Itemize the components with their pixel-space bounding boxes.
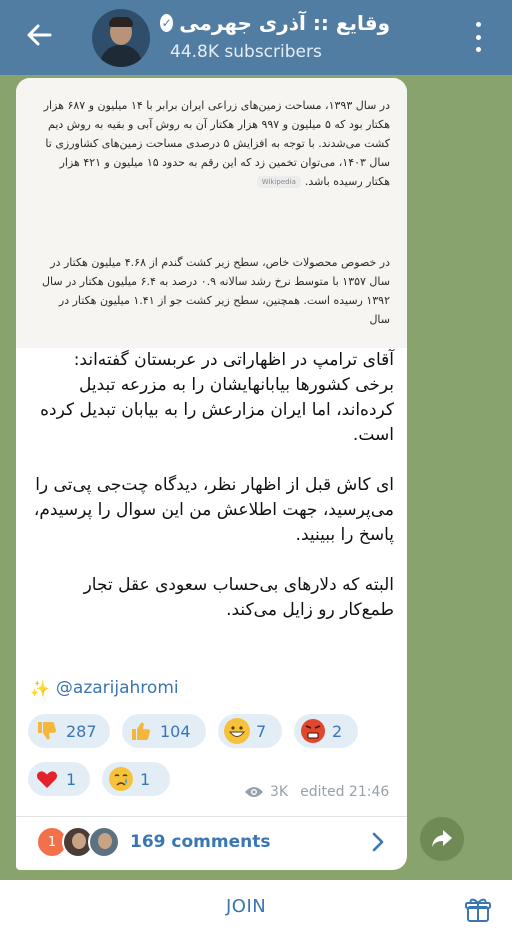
comments-button[interactable]	[16, 818, 407, 870]
reaction-count: 1	[140, 769, 151, 789]
image-paragraph-1	[38, 96, 390, 191]
wikipedia-chip: Wikipedia	[257, 176, 301, 188]
thumbs-up-icon	[128, 718, 154, 744]
reaction-count: 287	[66, 721, 97, 741]
commenter-avatar	[88, 826, 120, 858]
message-paragraph-3: البته که دلارهای بی‌حساب سعودی عقل تجار طمع‌کار رو زایل می‌کند.	[83, 575, 394, 620]
thumbs-down-icon	[34, 718, 60, 744]
channel-avatar[interactable]	[92, 9, 150, 67]
back-arrow-icon[interactable]	[22, 18, 56, 52]
reaction-count: 104	[160, 721, 191, 741]
view-count: 3K	[270, 784, 289, 800]
reaction-count: 2	[332, 721, 343, 741]
unread-comments-badge: 1	[36, 826, 68, 858]
reaction-crying[interactable]	[102, 762, 170, 796]
message-bubble	[16, 78, 407, 870]
gift-icon[interactable]	[464, 896, 492, 924]
reaction-thumbs-up[interactable]	[122, 714, 206, 748]
channel-title: وقایع :: آذری جهرمی	[179, 11, 390, 35]
chevron-right-icon	[368, 830, 388, 854]
image-paragraph-2: در خصوص محصولات خاص، سطح زیر کشت گندم از ۴.۶۸ میلیون هکتار در سال ۱۳۵۷ با متوسط نرخ رشد سالانه ۰.۹ درصد به ۶.۴ میلیون هکتار در سال ۱۳۹۲ رسیده است. همچنین، سطح زیر کشت جو از ۱.۴۱ میلیون هکتار در سال	[42, 256, 390, 326]
more-menu-icon[interactable]	[468, 22, 488, 52]
reaction-grinning[interactable]	[218, 714, 282, 748]
message-meta	[244, 784, 389, 800]
message-image[interactable]	[16, 78, 407, 348]
reaction-heart[interactable]	[28, 762, 90, 796]
verified-icon: ✓	[161, 16, 172, 30]
angry-face-icon	[300, 718, 326, 744]
edited-time: edited 21:46	[300, 784, 390, 800]
channel-title-row[interactable]	[160, 8, 390, 38]
join-button[interactable]: JOIN	[226, 896, 267, 917]
message-paragraph-2: ای کاش قبل از اظهار نظر، دیدگاه چت‌جی پی‌تی را می‌پرسید، جهت اطلاعش من این سوال را پرسیدم، پاسخ را ببینید.	[33, 475, 394, 545]
comments-count-label: 169 comments	[130, 832, 271, 852]
reaction-count: 7	[256, 721, 267, 741]
forward-icon	[431, 829, 453, 849]
author-handle	[30, 678, 179, 698]
share-button[interactable]	[420, 817, 464, 861]
heart-icon	[34, 766, 60, 792]
crying-face-icon	[108, 766, 134, 792]
reaction-thumbs-down[interactable]	[28, 714, 110, 748]
subscriber-count: 44.8K subscribers	[170, 42, 322, 62]
channel-header	[0, 0, 512, 75]
grinning-face-icon	[224, 718, 250, 744]
message-text	[30, 348, 394, 648]
message-paragraph-1: آقای ترامپ در اظهاراتی در عربستان گفته‌اند: برخی کشورها بیابانهایشان را به مزرعه تبدیل کرده‌اند، اما ایران مزارعش را به بیابان تبدیل کرده است.	[40, 350, 394, 445]
reaction-angry[interactable]	[294, 714, 358, 748]
sparkles-icon: ✨	[30, 678, 50, 698]
image-paragraph-1-text: در سال ۱۳۹۳، مساحت زمین‌های زراعی ایران برابر با ۱۴ میلیون و ۶۸۷ هزار هکتار بود که ۵ میلیون و ۹۹۷ هزار هکتار آن به روش آبی و بقیه به روش دیم کشت می‌شدند. با توجه به افزایش ۵ درصدی مساحت زمین‌های کشاورزی تا سال ۱۴۰۳، می‌توان تخمین زد که این رقم به حدود ۱۵ میلیون و ۴۲۱ هزار هکتار رسیده باشد.	[43, 99, 390, 188]
author-handle-link[interactable]: @azarijahromi	[55, 678, 179, 698]
divider	[16, 816, 407, 817]
eye-icon	[244, 785, 264, 799]
bottom-bar	[0, 880, 512, 934]
reaction-count: 1	[66, 769, 77, 789]
